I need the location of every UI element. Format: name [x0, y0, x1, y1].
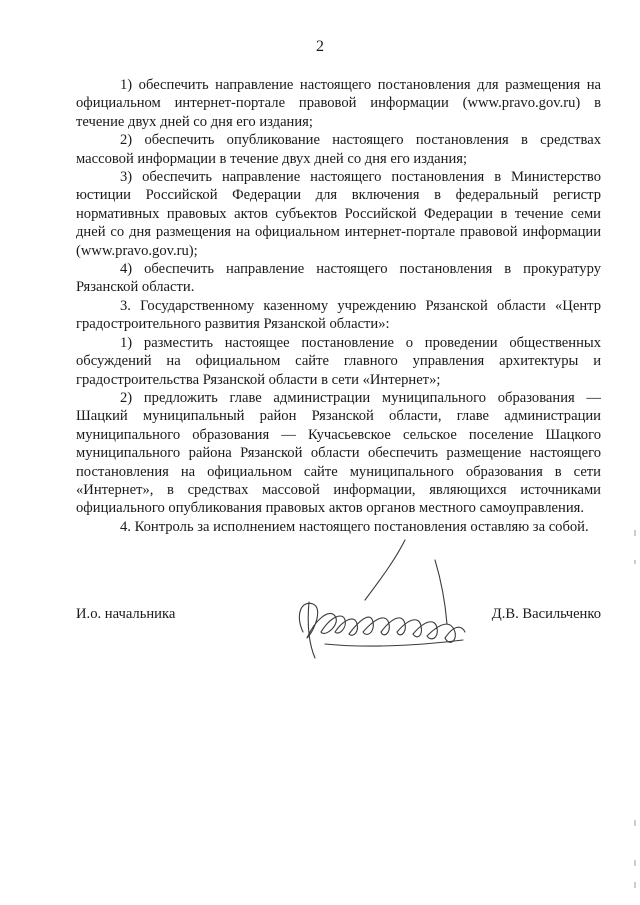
signature-block — [76, 606, 601, 636]
paragraph-item-4: 4) обеспечить направление настоящего постановления в прокуратуру Рязанской области. — [76, 261, 601, 296]
handwritten-signature — [285, 520, 485, 670]
paragraph-subitem-1: 1) разместить настоящее постановление о проведении общественных обсуждений на официальном сайте главного управления архитектуры и градостроительства Рязанской области в сети «Интернет»; — [76, 334, 601, 388]
document-body — [76, 76, 601, 536]
page-number: 2 — [316, 38, 324, 55]
signatory-name: Д.В. Васильченко — [491, 606, 601, 622]
paragraph-item-2: 2) обеспечить опубликование настоящего постановления в средствах массовой информации в течение двух дней со дня его издания; — [76, 132, 601, 167]
paragraph-item-3: 3) обеспечить направление настоящего постановления в Министерство юстиции Российской Федерации для включения в федеральный регистр нормативных правовых актов субъектов Российской Федерации в течение семи дней со дня размещения на официальном интернет-портале правовой информации (www.pravo.gov.ru); — [76, 169, 601, 259]
paragraph-section-4: 4. Контроль за исполнением настоящего постановления оставляю за собой. — [120, 518, 589, 535]
paragraph-item-1: 1) обеспечить направление настоящего постановления для размещения на официальном интернет-портале правовой информации (www.pravo.gov.ru) в течение двух дней со дня его издания; — [76, 77, 601, 130]
paragraph-subitem-2: 2) предложить главе администрации муниципального образования — Шацкий муниципальный район Рязанской области, главе администрации муниципального образования — Кучасьевское сельское поселение Шацкого муниципального района Рязанской области обеспечить размещение настоящего постановления на официальном сайте муниципального образования в сети «Интернет», в средствах массовой информации, являющихся источниками официального опубликования правовых актов органов местного самоуправления. — [76, 389, 601, 517]
scan-margin-marks — [632, 520, 638, 900]
signatory-role: И.о. начальника — [76, 606, 176, 622]
paragraph-section-3: 3. Государственному казенному учреждению Рязанской области «Центр градостроительного развития Рязанской области»: — [76, 297, 601, 333]
